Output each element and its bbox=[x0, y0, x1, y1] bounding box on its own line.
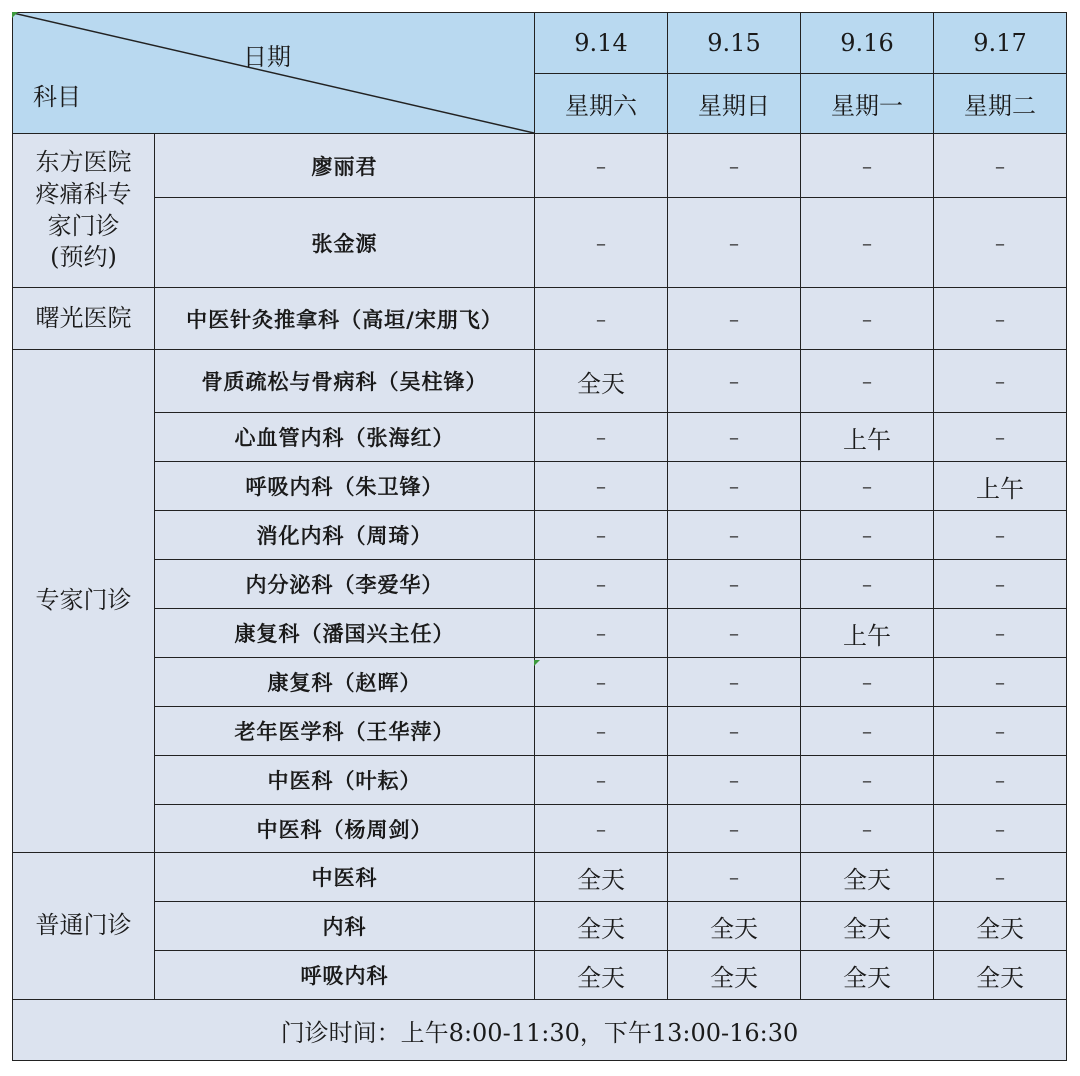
schedule-cell: – bbox=[668, 350, 801, 413]
corner-header-cell bbox=[13, 13, 535, 134]
schedule-cell: 全天 bbox=[934, 951, 1067, 1000]
weekday-header-cell: 星期日 bbox=[668, 73, 801, 134]
group-name-cell bbox=[13, 288, 155, 350]
department-cell: 心血管内科（张海红） bbox=[155, 413, 535, 462]
table-row bbox=[13, 805, 1067, 853]
schedule-cell: – bbox=[934, 560, 1067, 609]
department-cell: 内科 bbox=[155, 902, 535, 951]
table-row bbox=[13, 853, 1067, 902]
weekday-header-cell: 星期二 bbox=[934, 73, 1067, 134]
schedule-cell: 全天 bbox=[535, 350, 668, 413]
schedule-cell: – bbox=[668, 707, 801, 756]
schedule-cell: – bbox=[801, 707, 934, 756]
department-cell: 骨质疏松与骨病科（吴柱锋） bbox=[155, 350, 535, 413]
group-name-line: 东方医院 bbox=[35, 147, 132, 176]
department-cell: 康复科（赵晖） bbox=[155, 658, 535, 707]
group-name-cell bbox=[13, 853, 155, 1000]
cell-comment-marker bbox=[12, 12, 18, 18]
date-header-cell: 9.17 bbox=[934, 13, 1067, 74]
schedule-cell: – bbox=[934, 134, 1067, 198]
weekday-header-cell: 星期六 bbox=[535, 73, 668, 134]
subject-label: 科目 bbox=[33, 83, 81, 111]
schedule-cell: 上午 bbox=[801, 609, 934, 658]
schedule-cell: 上午 bbox=[801, 413, 934, 462]
schedule-cell: – bbox=[668, 658, 801, 707]
department-cell: 中医针灸推拿科（高垣/宋朋飞） bbox=[155, 288, 535, 350]
schedule-cell: 全天 bbox=[934, 902, 1067, 951]
department-cell: 呼吸内科（朱卫锋） bbox=[155, 462, 535, 511]
table-row bbox=[13, 462, 1067, 511]
schedule-cell: – bbox=[801, 805, 934, 853]
schedule-cell: – bbox=[535, 288, 668, 350]
department-cell: 廖丽君 bbox=[155, 134, 535, 198]
schedule-cell: – bbox=[668, 413, 801, 462]
group-name-line: 曙光医院 bbox=[35, 303, 132, 332]
schedule-cell: – bbox=[535, 805, 668, 853]
date-header-cell: 9.15 bbox=[668, 13, 801, 74]
schedule-cell: 全天 bbox=[535, 853, 668, 902]
schedule-cell: – bbox=[801, 658, 934, 707]
cell-comment-marker bbox=[534, 660, 540, 666]
header-row-dates bbox=[13, 13, 1067, 74]
schedule-cell: – bbox=[801, 756, 934, 805]
schedule-cell: – bbox=[801, 134, 934, 198]
date-header-cell: 9.16 bbox=[801, 13, 934, 74]
schedule-cell: – bbox=[934, 756, 1067, 805]
schedule-cell: 全天 bbox=[801, 902, 934, 951]
schedule-cell: – bbox=[535, 462, 668, 511]
schedule-cell: – bbox=[668, 560, 801, 609]
department-cell: 中医科（叶耘） bbox=[155, 756, 535, 805]
table-row bbox=[13, 609, 1067, 658]
schedule-cell: 全天 bbox=[668, 951, 801, 1000]
group-name-line: 疼痛科专 bbox=[35, 179, 132, 208]
table-row bbox=[13, 902, 1067, 951]
schedule-cell: – bbox=[801, 560, 934, 609]
schedule-cell: – bbox=[801, 350, 934, 413]
table-row bbox=[13, 134, 1067, 198]
schedule-cell: – bbox=[934, 350, 1067, 413]
schedule-cell: – bbox=[535, 707, 668, 756]
schedule-cell: – bbox=[801, 462, 934, 511]
group-name-line: 专家门诊 bbox=[35, 586, 132, 615]
table-row bbox=[13, 756, 1067, 805]
schedule-cell: – bbox=[934, 853, 1067, 902]
schedule-cell: – bbox=[668, 853, 801, 902]
date-label: 日期 bbox=[243, 43, 291, 71]
schedule-cell: – bbox=[668, 511, 801, 560]
table-row bbox=[13, 707, 1067, 756]
group-name-cell bbox=[13, 134, 155, 288]
schedule-cell: – bbox=[934, 511, 1067, 560]
table-row bbox=[13, 511, 1067, 560]
department-cell: 消化内科（周琦） bbox=[155, 511, 535, 560]
table-row bbox=[13, 198, 1067, 288]
schedule-cell: – bbox=[535, 198, 668, 288]
table-row bbox=[13, 288, 1067, 350]
table-row bbox=[13, 560, 1067, 609]
clinic-schedule-table bbox=[12, 12, 1067, 1061]
diagonal-line bbox=[13, 13, 534, 133]
schedule-cell: – bbox=[668, 756, 801, 805]
schedule-cell: – bbox=[535, 560, 668, 609]
schedule-cell: – bbox=[934, 658, 1067, 707]
department-cell: 康复科（潘国兴主任） bbox=[155, 609, 535, 658]
schedule-cell: 全天 bbox=[535, 951, 668, 1000]
table-row bbox=[13, 413, 1067, 462]
clinic-hours-note: 门诊时间：上午8:00-11:30，下午13:00-16:30 bbox=[13, 1000, 1067, 1061]
department-cell: 呼吸内科 bbox=[155, 951, 535, 1000]
weekday-header-cell: 星期一 bbox=[801, 73, 934, 134]
group-name-cell bbox=[13, 350, 155, 853]
schedule-cell: – bbox=[934, 707, 1067, 756]
schedule-cell: – bbox=[535, 413, 668, 462]
schedule-cell: – bbox=[934, 288, 1067, 350]
schedule-cell: – bbox=[668, 609, 801, 658]
schedule-cell: – bbox=[535, 756, 668, 805]
schedule-cell: – bbox=[801, 198, 934, 288]
table-row bbox=[13, 350, 1067, 413]
schedule-cell: – bbox=[535, 134, 668, 198]
department-cell: 中医科（杨周剑） bbox=[155, 805, 535, 853]
schedule-cell: – bbox=[668, 134, 801, 198]
schedule-cell: 上午 bbox=[934, 462, 1067, 511]
schedule-cell: – bbox=[934, 198, 1067, 288]
schedule-cell: – bbox=[668, 198, 801, 288]
schedule-cell: – bbox=[535, 658, 668, 707]
schedule-cell: – bbox=[535, 511, 668, 560]
schedule-cell: – bbox=[801, 288, 934, 350]
schedule-cell: 全天 bbox=[535, 902, 668, 951]
schedule-cell: 全天 bbox=[668, 902, 801, 951]
schedule-cell: – bbox=[668, 288, 801, 350]
table-row bbox=[13, 951, 1067, 1000]
department-cell: 张金源 bbox=[155, 198, 535, 288]
department-cell: 老年医学科（王华萍） bbox=[155, 707, 535, 756]
schedule-cell: – bbox=[934, 805, 1067, 853]
schedule-cell: – bbox=[668, 805, 801, 853]
schedule-cell: 全天 bbox=[801, 853, 934, 902]
date-header-cell: 9.14 bbox=[535, 13, 668, 74]
department-cell: 内分泌科（李爱华） bbox=[155, 560, 535, 609]
schedule-cell: – bbox=[934, 609, 1067, 658]
footer-row bbox=[13, 1000, 1067, 1061]
schedule-cell: – bbox=[934, 413, 1067, 462]
schedule-cell: 全天 bbox=[801, 951, 934, 1000]
group-name-line: 普通门诊 bbox=[35, 911, 132, 940]
schedule-cell: – bbox=[801, 511, 934, 560]
department-cell: 中医科 bbox=[155, 853, 535, 902]
group-name-line: 家门诊 bbox=[47, 211, 120, 240]
schedule-cell: – bbox=[668, 462, 801, 511]
schedule-cell: – bbox=[535, 609, 668, 658]
group-name-line: (预约) bbox=[50, 243, 117, 272]
